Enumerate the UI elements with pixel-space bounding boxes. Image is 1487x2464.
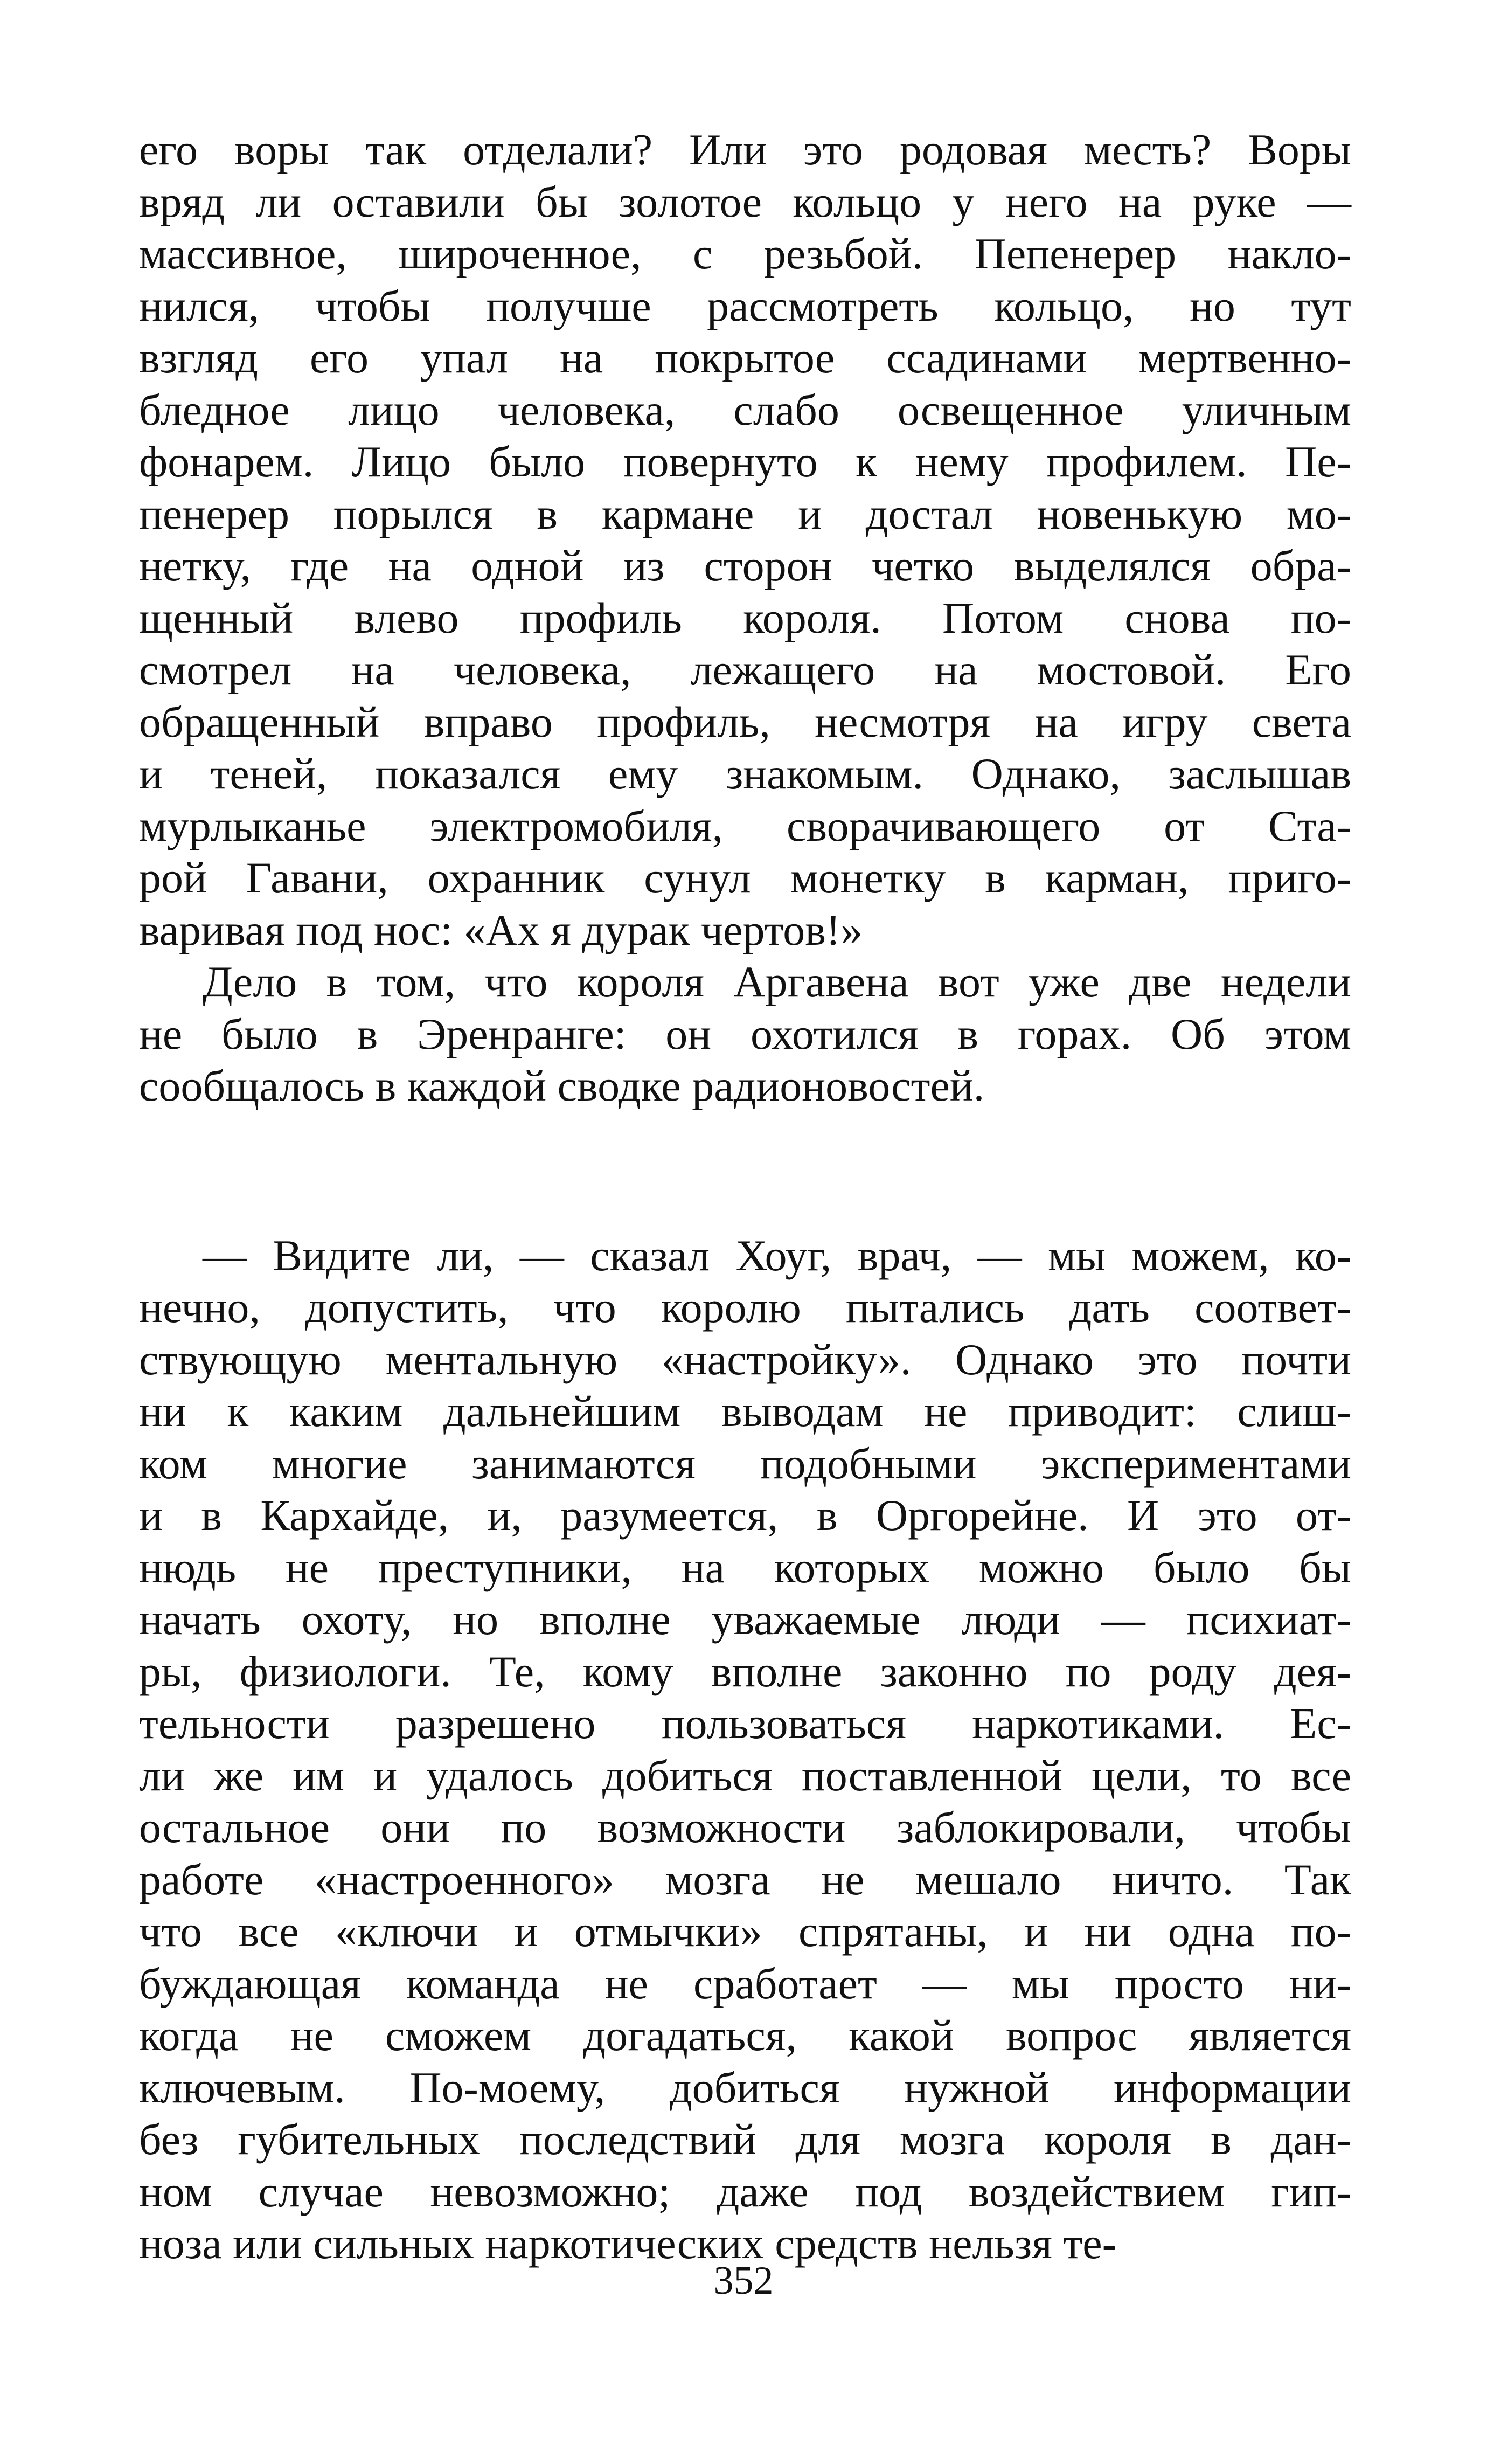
paragraph-1 (139, 124, 1351, 956)
page-number: 352 (713, 2259, 774, 2303)
text-line: мурлыканье электромобиля, сворачивающего от Ста- (139, 801, 1351, 850)
text-line: ком многие занимаются подобными экспериментами (139, 1438, 1351, 1488)
text-line: и в Кархайде, и, разумеется, в Оргорейне. И это от- (139, 1491, 1351, 1540)
text-line: ры, физиологи. Те, кому вполне законно по роду дея- (139, 1646, 1351, 1696)
text-line: нюдь не преступники, на которых можно было бы (139, 1542, 1351, 1592)
text-line: нился, чтобы получше рассмотреть кольцо, но тут (139, 281, 1351, 330)
text-line: обращенный вправо профиль, несмотря на игру света (139, 697, 1351, 746)
text-line: бледное лицо человека, слабо освещенное уличным (139, 385, 1351, 434)
text-line: Дело в том, что короля Аргавена вот уже две недели (203, 957, 1351, 1006)
text-line: пенерер порылся в кармане и достал новенькую мо- (139, 489, 1351, 538)
text-line: сообщалось в каждой сводке радионовостей. (139, 1061, 985, 1110)
text-line: начать охоту, но вполне уважаемые люди — психиат- (139, 1595, 1351, 1644)
text-line: смотрел на человека, лежащего на мостовой. Его (139, 645, 1351, 694)
text-line: тельности разрешено пользоваться наркотиками. Ес- (139, 1699, 1351, 1748)
text-line: без губительных последствий для мозга короля в дан- (139, 2115, 1351, 2164)
text-line: когда не сможем догадаться, какой вопрос является (139, 2011, 1351, 2060)
paragraph-3 (139, 1230, 1351, 2270)
text-line: ствующую ментальную «настройку». Однако это почти (139, 1334, 1351, 1384)
paragraph-2 (139, 956, 1351, 1112)
text-line: взгляд его упал на покрытое ссадинами мертвенно- (139, 333, 1351, 382)
section-break (139, 1112, 1351, 1230)
text-line: не было в Эренранге: он охотился в горах. Об этом (139, 1009, 1351, 1058)
text-line: ном случае невозможно; даже под воздействием гип- (139, 2167, 1351, 2216)
text-line: что все «ключи и отмычки» спрятаны, и ни одна по- (139, 1907, 1351, 1956)
text-line: рой Гавани, охранник сунул монетку в карман, приго- (139, 853, 1351, 902)
text-line: щенный влево профиль короля. Потом снова по- (139, 593, 1351, 642)
text-line: вряд ли оставили бы золотое кольцо у него на руке — (139, 177, 1351, 226)
text-line: нетку, где на одной из сторон четко выделялся обра- (139, 541, 1351, 590)
text-line: ноза или сильных наркотических средств нельзя те- (139, 2219, 1117, 2268)
text-line: остальное они по возможности заблокировали, чтобы (139, 1803, 1351, 1852)
text-line: буждающая команда не сработает — мы просто ни- (139, 1958, 1351, 2008)
text-line: работе «настроенного» мозга не мешало ничто. Так (139, 1854, 1351, 1904)
text-line: варивая под нос: «Ах я дурак чертов!» (139, 905, 863, 954)
text-line: фонарем. Лицо было повернуто к нему профилем. Пе- (139, 437, 1351, 486)
text-line: ключевым. По-моему, добиться нужной информации (139, 2062, 1351, 2112)
page-text-block (139, 124, 1351, 2270)
text-line: ни к каким дальнейшим выводам не приводит: слиш- (139, 1387, 1351, 1436)
text-line: нечно, допустить, что королю пытались дать соответ- (139, 1283, 1351, 1332)
text-line: ли же им и удалось добиться поставленной цели, то все (139, 1750, 1351, 1800)
text-line: — Видите ли, — сказал Хоуг, врач, — мы можем, ко- (203, 1230, 1351, 1280)
text-line: массивное, широченное, с резьбой. Пепенерер накло- (139, 229, 1351, 278)
text-line: его воры так отделали? Или это родовая месть? Воры (139, 125, 1351, 174)
text-line: и теней, показался ему знакомым. Однако, заслышав (139, 749, 1351, 798)
